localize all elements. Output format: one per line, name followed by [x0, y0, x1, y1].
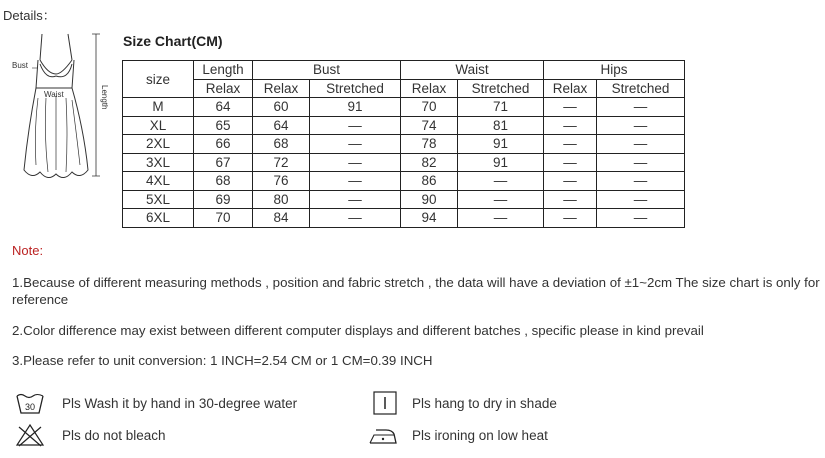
table-cell: 76: [253, 172, 310, 191]
table-cell: 91: [310, 98, 401, 117]
care-wash-text: Pls Wash it by hand in 30-degree water: [62, 396, 298, 411]
table-cell: 71: [458, 98, 544, 117]
table-cell: —: [310, 190, 401, 209]
size-cell: 3XL: [123, 153, 194, 172]
table-cell: —: [597, 172, 685, 191]
subheader-cell: Stretched: [458, 79, 544, 98]
note-label: Note:: [12, 243, 44, 258]
table-cell: 78: [401, 135, 458, 154]
table-cell: —: [458, 209, 544, 228]
table-cell: 74: [401, 116, 458, 135]
table-cell: —: [544, 98, 597, 117]
care-bleach-text: Pls do not bleach: [62, 428, 166, 443]
size-chart-title: Size Chart(CM): [123, 33, 223, 49]
table-cell: —: [597, 190, 685, 209]
header-bust: Bust: [253, 61, 401, 80]
table-cell: —: [310, 135, 401, 154]
table-cell: 84: [253, 209, 310, 228]
table-cell: —: [544, 135, 597, 154]
table-cell: 60: [253, 98, 310, 117]
table-cell: 90: [401, 190, 458, 209]
size-cell: 2XL: [123, 135, 194, 154]
table-subheader-row: [123, 79, 685, 98]
table-cell: 70: [401, 98, 458, 117]
size-cell: 5XL: [123, 190, 194, 209]
table-row: [123, 98, 685, 117]
svg-text:30: 30: [24, 402, 36, 412]
note-1: 1.Because of different measuring methods , position and fabric stretch , the data will have a deviation of ±1~2cm The size chart is only for reference: [12, 275, 820, 307]
note-3: 3.Please refer to unit conversion: 1 INCH=2.54 CM or 1 CM=0.39 INCH: [12, 353, 433, 368]
care-iron-text: Pls ironing on low heat: [412, 428, 548, 443]
table-cell: 82: [401, 153, 458, 172]
bust-label: Bust: [12, 61, 29, 70]
subheader-cell: Relax: [401, 79, 458, 98]
table-row: [123, 190, 685, 209]
table-cell: 65: [194, 116, 253, 135]
table-cell: —: [310, 153, 401, 172]
table-cell: —: [597, 209, 685, 228]
table-cell: 67: [194, 153, 253, 172]
length-label: Length: [100, 85, 109, 110]
table-cell: 64: [253, 116, 310, 135]
table-row: [123, 153, 685, 172]
no-bleach-icon: [15, 422, 45, 448]
details-label: Details：: [3, 8, 56, 23]
care-dry-text: Pls hang to dry in shade: [412, 396, 557, 411]
table-cell: —: [544, 190, 597, 209]
header-length: Length: [194, 61, 253, 80]
table-cell: 68: [253, 135, 310, 154]
table-row: [123, 135, 685, 154]
table-cell: —: [310, 172, 401, 191]
table-cell: 91: [458, 153, 544, 172]
table-cell: —: [597, 135, 685, 154]
size-cell: M: [123, 98, 194, 117]
subheader-cell: Relax: [194, 79, 253, 98]
header-hips: Hips: [544, 61, 685, 80]
note-2: 2.Color difference may exist between different computer displays and different batches , specific please in kind prevail: [12, 323, 704, 338]
size-chart-table: [122, 60, 685, 228]
table-cell: 81: [458, 116, 544, 135]
subheader-cell: Relax: [544, 79, 597, 98]
table-row: [123, 116, 685, 135]
header-waist: Waist: [401, 61, 544, 80]
table-cell: —: [597, 153, 685, 172]
table-cell: —: [597, 98, 685, 117]
table-cell: —: [458, 190, 544, 209]
subheader-cell: Stretched: [597, 79, 685, 98]
table-cell: —: [544, 116, 597, 135]
hand-wash-icon: [15, 390, 45, 416]
table-cell: 80: [253, 190, 310, 209]
table-cell: —: [458, 172, 544, 191]
table-cell: 66: [194, 135, 253, 154]
table-cell: 94: [401, 209, 458, 228]
table-header-row: [123, 61, 685, 80]
table-cell: 86: [401, 172, 458, 191]
size-cell: 6XL: [123, 209, 194, 228]
table-cell: —: [310, 116, 401, 135]
table-cell: —: [597, 116, 685, 135]
table-cell: 70: [194, 209, 253, 228]
table-cell: —: [544, 153, 597, 172]
table-cell: 72: [253, 153, 310, 172]
table-cell: —: [310, 209, 401, 228]
size-header: size: [123, 61, 194, 98]
iron-low-heat-icon: [368, 422, 398, 448]
size-cell: 4XL: [123, 172, 194, 191]
table-row: [123, 209, 685, 228]
subheader-cell: Stretched: [310, 79, 401, 98]
table-cell: 64: [194, 98, 253, 117]
table-cell: 91: [458, 135, 544, 154]
table-cell: 68: [194, 172, 253, 191]
waist-label: Waist: [44, 90, 64, 99]
garment-illustration: [10, 30, 110, 190]
table-cell: 69: [194, 190, 253, 209]
table-cell: —: [544, 172, 597, 191]
size-cell: XL: [123, 116, 194, 135]
subheader-cell: Relax: [253, 79, 310, 98]
table-row: [123, 172, 685, 191]
hang-dry-icon: [370, 390, 400, 416]
table-cell: —: [544, 209, 597, 228]
